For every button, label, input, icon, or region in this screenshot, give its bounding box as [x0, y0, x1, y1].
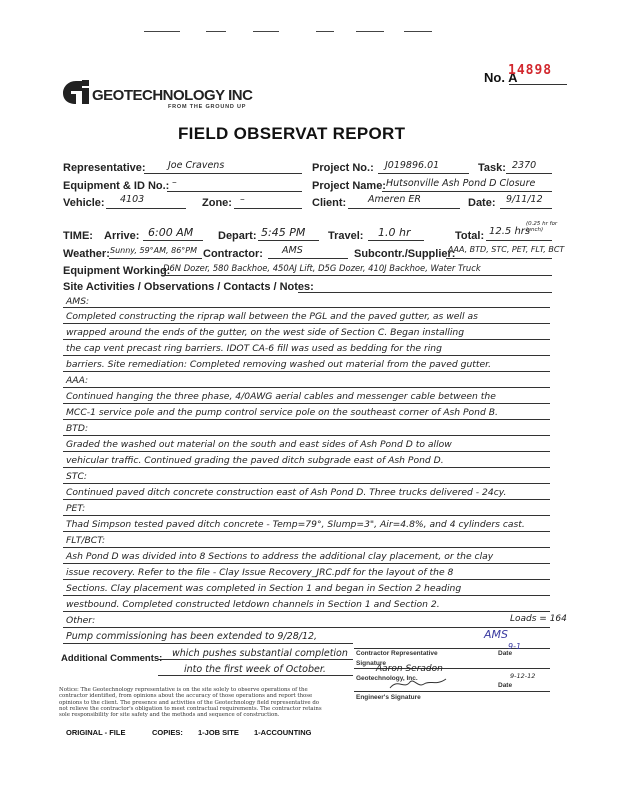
arrive-label: Arrive:	[104, 230, 140, 242]
subcontractor-value[interactable]: AAA, BTD, STC, PET, FLT, BCT	[448, 245, 565, 254]
subcontractor-label: Subcontr./Supplier:	[354, 248, 456, 260]
notes-entry[interactable]: AMS:	[66, 296, 90, 307]
notes-entry[interactable]: Thad Simpson tested paved ditch concrete - Temp=79°, Slump=3", Air=4.8%, and 4 cylinders cast.	[66, 519, 525, 530]
notes-line	[63, 451, 550, 452]
contractor-rep-date-label: Date	[498, 650, 513, 657]
representative-value[interactable]: Joe Cravens	[168, 160, 225, 171]
contractor-label: Contractor:	[203, 248, 263, 260]
company-logo-tagline: FROM THE GROUND UP	[168, 104, 247, 110]
weather-value[interactable]: Sunny, 59°AM, 86°PM	[110, 246, 198, 255]
project-no-value[interactable]: J019896.01	[385, 160, 440, 171]
notes-entry[interactable]: vehicular traffic. Continued grading the paved ditch subgrade east of Ash Pond D.	[66, 455, 444, 466]
contractor-value[interactable]: AMS	[282, 245, 303, 256]
top-mark	[144, 31, 180, 32]
notes-entry[interactable]: AAA:	[66, 375, 89, 386]
time-label: TIME:	[63, 230, 93, 242]
client-line	[348, 208, 460, 209]
weather-label: Weather:	[63, 248, 110, 260]
notes-entry[interactable]: PET:	[66, 503, 86, 514]
task-line	[506, 173, 552, 174]
total-value[interactable]: 12.5 hrs	[489, 226, 531, 237]
disclaimer-text: Notice: The Geotechnology representative is on the site solely to observe operations of the contractor identified, from opinions about the accuracy of those operations and report those opinions to the client. The presence and activities of the Geotechnology field representative do not relieve the contractor's obligation to meet contractual requirements. The contractor retains sole responsibility for site safety and the methods and sequence of construction.	[59, 687, 322, 719]
subcontractor-line	[446, 258, 552, 259]
notes-entry[interactable]: BTD:	[66, 423, 89, 434]
notes-line	[63, 483, 550, 484]
arrive-line	[143, 240, 203, 241]
zone-label: Zone:	[202, 197, 232, 209]
notes-entry[interactable]: westbound. Completed constructed letdown channels in Section 1 and Section 2.	[66, 599, 440, 610]
notes-line	[63, 435, 550, 436]
total-note: (0.25 hr for lunch)	[526, 221, 558, 233]
notes-entry[interactable]: Sections. Clay placement was completed in Section 1 and began in Section 2 heading	[66, 583, 462, 594]
notes-entry[interactable]: wrapped around the ends of the gutter, on the west side of Section C. Began installing	[66, 327, 465, 338]
notes-entry[interactable]: Other:	[66, 615, 96, 626]
contractor-rep-date: 9-1	[508, 642, 522, 651]
comments-line	[158, 675, 353, 676]
total-line	[486, 240, 552, 241]
top-mark	[316, 31, 334, 32]
equipment-working-line	[162, 275, 552, 276]
contractor-rep-label: Contractor Representative	[356, 650, 438, 657]
notes-line	[63, 339, 550, 340]
document-number-label: No. A	[484, 70, 518, 85]
signature-value[interactable]: Aaron Seradon	[376, 664, 443, 674]
notes-entry[interactable]: STC:	[66, 471, 87, 482]
top-mark	[356, 31, 384, 32]
notes-entry[interactable]: Continued hanging the three phase, 4/0AWG aerial cables and messenger cable between the	[66, 391, 496, 402]
vehicle-value[interactable]: 4103	[120, 194, 145, 205]
notes-line	[63, 611, 550, 612]
company-logo-icon	[62, 79, 90, 105]
equipment-working-label: Equipment Working:	[63, 265, 171, 277]
date-label: Date:	[468, 197, 496, 209]
engineer-signature-mark-icon	[388, 676, 448, 692]
company-logo-name: GEOTECHNOLOGY INC	[92, 87, 253, 104]
project-no-line	[378, 173, 469, 174]
equipment-working-value[interactable]: D6N Dozer, 580 Backhoe, 450AJ Lift, D5G Dozer, 410J Backhoe, Water Truck	[163, 263, 481, 273]
notes-line	[63, 403, 550, 404]
loads-note: Loads = 164	[510, 614, 567, 624]
notes-line	[63, 307, 550, 308]
notes-line	[63, 515, 550, 516]
representative-label: Representative:	[63, 162, 146, 174]
top-mark	[404, 31, 432, 32]
comments-entry[interactable]: which pushes substantial completion	[172, 648, 348, 659]
notes-line	[63, 387, 550, 388]
footer-original: ORIGINAL - FILE	[66, 728, 126, 737]
footer-job-site: 1-JOB SITE	[198, 728, 239, 737]
contractor-rep-initials: AMS	[484, 628, 508, 641]
travel-value[interactable]: 1.0 hr	[378, 226, 411, 239]
engineer-date-label: Date	[498, 682, 513, 689]
notes-entry[interactable]: Graded the washed out material on the south and east sides of Ash Pond D to allow	[66, 439, 452, 450]
notes-line	[63, 499, 550, 500]
task-label: Task:	[478, 162, 506, 174]
notes-entry[interactable]: FLT/BCT:	[66, 535, 106, 546]
engineer-signature-label: Engineer's Signature	[356, 694, 421, 701]
document-number: 14898	[508, 63, 553, 78]
notes-line	[63, 467, 550, 468]
client-label: Client:	[312, 197, 347, 209]
notes-line	[63, 563, 550, 564]
notes-entry[interactable]: the cap vent precast ring barriers. IDOT CA-6 fill was used as bedding for the ring	[66, 343, 442, 354]
notes-entry[interactable]: Ash Pond D was divided into 8 Sections to address the additional clay placement, or the clay	[66, 551, 494, 562]
top-mark	[206, 31, 226, 32]
footer-copies: COPIES:	[152, 728, 183, 737]
notes-line	[63, 323, 550, 324]
date-value[interactable]: 9/11/12	[506, 194, 543, 205]
date-line	[500, 208, 552, 209]
notes-line	[63, 627, 550, 628]
notes-entry[interactable]: Completed constructing the riprap wall between the PGL and the paved gutter, as well as	[66, 311, 478, 322]
zone-line	[234, 208, 302, 209]
equipment-id-value[interactable]: –	[172, 177, 177, 188]
notes-line	[63, 547, 550, 548]
notes-line	[63, 371, 550, 372]
contractor-line	[268, 258, 348, 259]
notes-line	[63, 579, 550, 580]
notes-line	[63, 419, 550, 420]
representative-line	[144, 173, 302, 174]
depart-value[interactable]: 5:45 PM	[261, 226, 306, 239]
task-value[interactable]: 2370	[512, 160, 537, 171]
project-name-line	[382, 191, 552, 192]
signature-date: 9-12-12	[510, 672, 536, 680]
comments-line	[158, 659, 353, 660]
document-number-line	[509, 84, 567, 85]
travel-label: Travel:	[328, 230, 364, 242]
engineer-signature-line	[354, 691, 550, 692]
top-mark	[253, 31, 279, 32]
additional-comments-label: Additional Comments:	[61, 653, 163, 664]
geotechnology-label: Geotechnology, Inc.	[356, 675, 418, 682]
notes-line	[63, 595, 550, 596]
notes-entry[interactable]: issue recovery. Refer to the file - Clay Issue Recovery_JRC.pdf for the layout of the 8	[66, 567, 454, 578]
comments-line	[63, 643, 353, 644]
project-name-label: Project Name:	[312, 180, 386, 192]
project-name-value[interactable]: Hutsonville Ash Pond D Closure	[386, 178, 536, 189]
page-title: FIELD OBSERVAT REPORT	[178, 124, 406, 143]
vehicle-label: Vehicle:	[63, 197, 105, 209]
vehicle-line	[106, 208, 186, 209]
equipment-id-line	[167, 191, 302, 192]
site-activities-line	[298, 292, 552, 293]
footer-accounting: 1-ACCOUNTING	[254, 728, 312, 737]
notes-entry[interactable]: Continued paved ditch concrete construction east of Ash Pond D. Three trucks delivered - 24cy.	[66, 487, 507, 498]
zone-value[interactable]: –	[240, 194, 245, 205]
depart-line	[258, 240, 319, 241]
client-value[interactable]: Ameren ER	[368, 194, 421, 205]
depart-label: Depart:	[218, 230, 257, 242]
notes-line	[63, 531, 550, 532]
arrive-value[interactable]: 6:00 AM	[148, 226, 194, 239]
total-label: Total:	[455, 230, 485, 242]
equipment-id-label: Equipment & ID No.:	[63, 180, 170, 192]
notes-line	[63, 355, 550, 356]
comments-entry[interactable]: into the first week of October.	[184, 664, 326, 675]
notes-entry[interactable]: MCC-1 service pole and the pump control service pole on the southeast corner of Ash Pond B.	[66, 407, 498, 418]
site-activities-label: Site Activities / Observations / Contacts / Notes:	[63, 281, 314, 293]
weather-line	[109, 258, 202, 259]
project-no-label: Project No.:	[312, 162, 374, 174]
signature-label: Signature	[356, 660, 386, 667]
notes-entry[interactable]: barriers. Site remediation: Completed removing washed out material from the paved gutter.	[66, 359, 492, 370]
travel-line	[368, 240, 424, 241]
comments-entry[interactable]: Pump commissioning has been extended to 9/28/12,	[66, 631, 318, 642]
